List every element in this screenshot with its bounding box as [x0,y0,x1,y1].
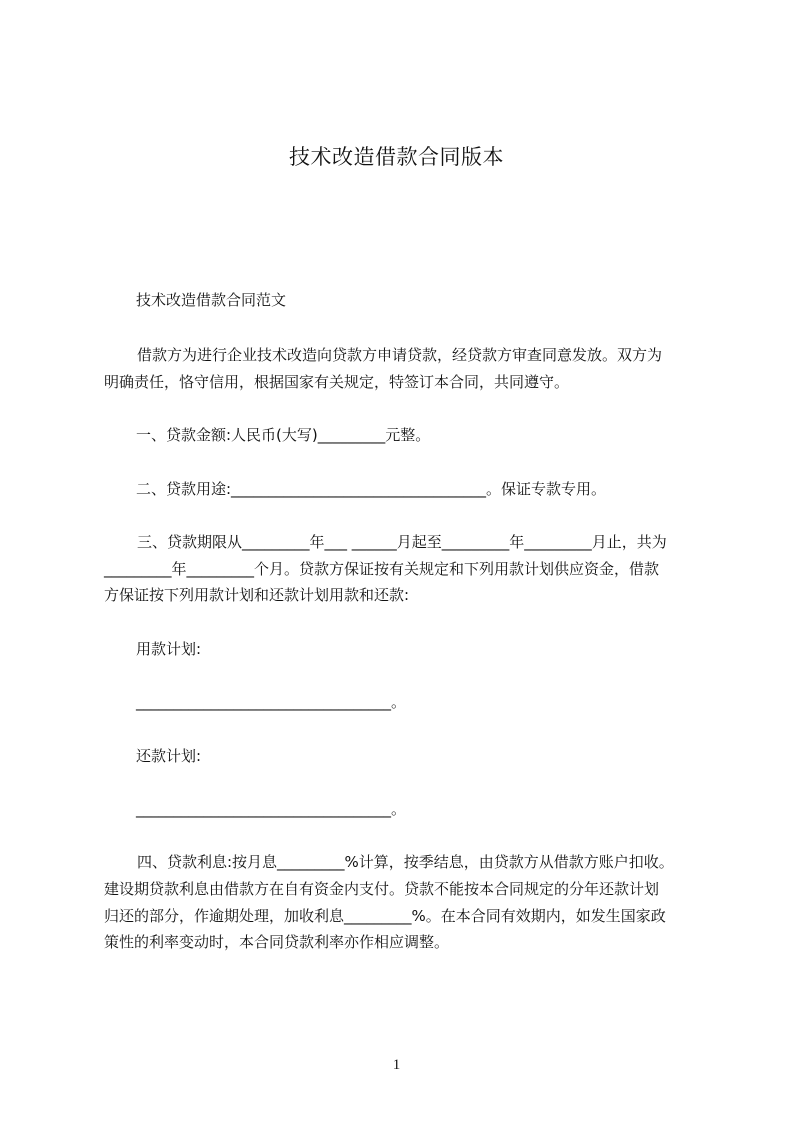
document-title: 技术改造借款合同版本 [289,145,504,169]
usage-plan-label: 用款计划: [136,640,202,658]
intro-line-1: 借款方为进行企业技术改造向贷款方申请贷款，经贷款方审查同意发放。双方为 [137,346,663,364]
usage-plan-blank: __________________________________。 [136,693,407,711]
repayment-plan-blank: __________________________________。 [136,800,407,818]
clause-4-line-1: 四、贷款利息:按月息_________%计算，按季结息，由贷款方从借款方账户扣收。 [137,853,674,871]
intro-line-2: 明确责任，恪守信用，根据国家有关规定，特签订本合同，共同遵守。 [104,373,570,391]
clause-4-line-2: 建设期贷款利息由借款方在自有资金内支付。贷款不能按本合同规定的分年还款计划 [104,880,660,898]
clause-2-loan-purpose: 二、贷款用途:__________________________________。保证专款专用。 [136,480,607,498]
document-subtitle: 技术改造借款合同范文 [136,291,287,309]
clause-4-line-4: 策性的利率变动时，本合同贷款利率亦作相应调整。 [104,933,450,951]
page-number: 1 [392,1057,401,1073]
clause-3-line-1: 三、贷款期限从_________年___ ______月起至_________年_________月止，共为 [137,533,667,551]
clause-3-line-3: 方保证按下列用款计划和还款计划用款和还款: [104,586,410,604]
repayment-plan-label: 还款计划: [136,747,202,765]
clause-3-line-2: _________年_________个月。贷款方保证按有关规定和下列用款计划供应资金，借款 [104,560,660,578]
clause-4-line-3: 归还的部分，作逾期处理，加收利息_________%。在本合同有效期内，如发生国家政 [104,907,666,925]
clause-1-loan-amount: 一、贷款金额:人民币(大写)_________元整。 [136,426,431,444]
